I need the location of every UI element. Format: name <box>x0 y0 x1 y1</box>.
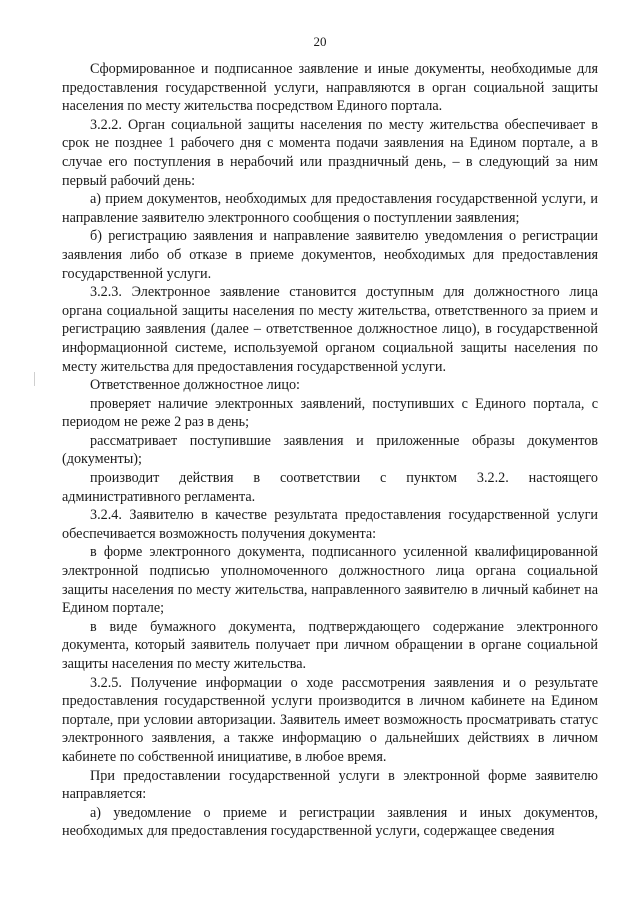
paragraph: в форме электронного документа, подписанного усиленной квалифицированной электронной подписью уполномоченного должностного лица органа социальной защиты населения по месту жительства, направленного заявителю в личный кабинет на Едином портале; <box>62 544 598 617</box>
margin-mark <box>34 372 35 386</box>
paragraph: проверяет наличие электронных заявлений, поступивших с Единого портала, с периодом не реже 2 раз в день; <box>62 395 598 431</box>
paragraph: 3.2.2. Орган социальной защиты населения по месту жительства обеспечивает в срок не позднее 1 рабочего дня с момента подачи заявления на Едином портале, а в случае его поступления в нерабочий или праздничный день, – в следующий за ним первый рабочий день: <box>62 116 598 189</box>
paragraph: рассматривает поступившие заявления и приложенные образы документов (документы); <box>62 432 598 468</box>
paragraph: в виде бумажного документа, подтверждающего содержание электронного документа, который заявитель получает при личном обращении в органе социальной защиты населения по месту жительства. <box>62 618 598 672</box>
paragraph: При предоставлении государственной услуги в электронной форме заявителю направляется: <box>62 767 598 803</box>
paragraph: а) прием документов, необходимых для предоставления государственной услуги, и направление заявителю электронного сообщения о поступлении заявления; <box>62 191 598 226</box>
paragraph: производит действия в соответствии с пунктом 3.2.2. настоящего административного регламента. <box>62 470 598 505</box>
paragraph: Сформированное и подписанное заявление и иные документы, необходимые для предоставления государственной услуги, направляются в орган социальной защиты населения по месту жительства посредством Единого портала. <box>62 61 598 115</box>
document-body <box>62 60 598 841</box>
paragraph: 3.2.5. Получение информации о ходе рассмотрения заявления и о результате предоставления государственной услуги производится в личном кабинете на Едином портале, при условии авторизации. Заявитель имеет возможность просматривать статус электронного заявления, а также информацию о дальнейших действиях в личном кабинете по собственной инициативе, в любое время. <box>62 674 598 765</box>
paragraph: а) уведомление о приеме и регистрации заявления и иных документов, необходимых для предоставления государственной услуги, содержащее сведения <box>62 804 598 840</box>
paragraph: 3.2.3. Электронное заявление становится доступным для должностного лица органа социальной защиты населения по месту жительства, ответственного за прием и регистрацию заявления (далее – ответственное должностное лицо), в государственной информационной системе, используемой органом социальной защиты населения по месту жительства для предоставления государственной услуги. <box>62 284 598 375</box>
paragraph: Ответственное должностное лицо: <box>90 377 300 394</box>
paragraph: 3.2.4. Заявителю в качестве результата предоставления государственной услуги обеспечивается возможность получения документа: <box>62 507 598 542</box>
paragraph: б) регистрацию заявления и направление заявителю уведомления о регистрации заявления либо об отказе в приеме документов, необходимых для предоставления государственной услуги. <box>62 228 598 282</box>
page-number: 20 <box>313 34 327 49</box>
